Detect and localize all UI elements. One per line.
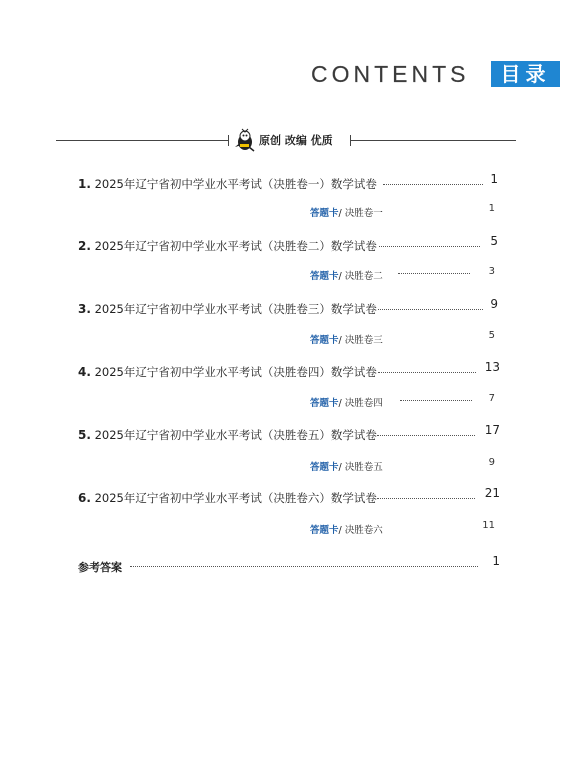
answer-card-prefix: 答题卡 <box>310 271 339 282</box>
answer-card-volume: / 决胜卷六 <box>338 525 383 536</box>
answer-card-page: 3 <box>488 266 495 277</box>
answer-card-entry[interactable] <box>310 268 500 284</box>
contents-word: CONTENTS <box>311 61 470 87</box>
page-number: 13 <box>484 360 500 374</box>
entry-title-text: 2025年辽宁省初中学业水平考试（决胜卷三）数学试卷 <box>94 302 377 316</box>
answers-label: 参考答案 <box>78 561 122 574</box>
dot-leader <box>398 273 470 274</box>
entry-number: 2. <box>78 239 91 253</box>
answer-card-prefix: 答题卡 <box>310 335 339 346</box>
dot-leader <box>130 566 478 567</box>
answer-card-prefix: 答题卡 <box>310 398 339 409</box>
toc-entry[interactable] <box>78 297 498 317</box>
page-number: 1 <box>490 172 498 186</box>
entry-number: 1. <box>78 177 91 191</box>
answer-card-label <box>310 459 383 473</box>
entry-number: 5. <box>78 428 91 442</box>
toc-entry[interactable] <box>78 423 500 443</box>
answer-card-prefix: 答题卡 <box>310 525 339 536</box>
dot-leader <box>400 400 472 401</box>
toc-entry[interactable] <box>78 486 500 506</box>
answer-card-entry[interactable] <box>310 395 500 411</box>
answer-card-volume: / 决胜卷三 <box>338 335 383 346</box>
answer-card-label <box>310 395 383 409</box>
toc-entry[interactable] <box>78 172 498 192</box>
entry-number: 3. <box>78 302 91 316</box>
answer-card-page: 7 <box>488 393 495 404</box>
answer-card-entry[interactable] <box>310 205 500 221</box>
answer-card-entry[interactable] <box>310 522 500 538</box>
page-number: 1 <box>492 554 500 568</box>
answer-card-label <box>310 268 383 282</box>
answer-card-prefix: 答题卡 <box>310 208 339 219</box>
entry-title <box>78 176 377 192</box>
page-number: 21 <box>484 486 500 500</box>
answer-card-entry[interactable] <box>310 332 500 348</box>
entry-title-text: 2025年辽宁省初中学业水平考试（决胜卷二）数学试卷 <box>94 239 377 253</box>
entry-number: 6. <box>78 491 91 505</box>
page-number: 9 <box>490 297 498 311</box>
dot-leader <box>378 309 483 310</box>
dot-leader <box>377 498 475 499</box>
answers-entry[interactable] <box>78 554 500 575</box>
mulu-label: 目录 <box>491 61 560 87</box>
answer-card-entry[interactable] <box>310 459 500 475</box>
answer-card-page: 11 <box>482 520 495 531</box>
answer-card-label <box>310 522 383 536</box>
page-number: 5 <box>490 234 498 248</box>
answer-card-volume: / 决胜卷二 <box>338 271 383 282</box>
entry-title-text: 2025年辽宁省初中学业水平考试（决胜卷六）数学试卷 <box>94 491 377 505</box>
entry-title-text: 2025年辽宁省初中学业水平考试（决胜卷一）数学试卷 <box>94 177 377 191</box>
answer-card-volume: / 决胜卷四 <box>338 398 383 409</box>
banner-text: 原创 改编 优质 <box>259 134 333 147</box>
answer-card-volume: / 决胜卷五 <box>338 462 383 473</box>
entry-title <box>78 490 377 506</box>
dot-leader <box>377 435 475 436</box>
page-number: 17 <box>484 423 500 437</box>
dot-leader <box>379 246 480 247</box>
dot-leader <box>378 372 476 373</box>
entry-title-text: 2025年辽宁省初中学业水平考试（决胜卷五）数学试卷 <box>94 428 377 442</box>
entry-title <box>78 301 377 317</box>
entry-number: 4. <box>78 365 91 379</box>
answer-card-volume: / 决胜卷一 <box>338 208 383 219</box>
entry-title <box>78 238 377 254</box>
entry-title <box>78 427 377 443</box>
answer-card-prefix: 答题卡 <box>310 462 339 473</box>
answer-card-page: 9 <box>488 457 495 468</box>
answer-card-page: 5 <box>488 330 495 341</box>
entry-title <box>78 364 377 380</box>
answer-card-label <box>310 205 383 219</box>
toc-entry[interactable] <box>78 360 500 380</box>
dot-leader <box>383 184 483 185</box>
answer-card-page: 1 <box>488 203 495 214</box>
entry-title-text: 2025年辽宁省初中学业水平考试（决胜卷四）数学试卷 <box>94 365 377 379</box>
answer-card-label <box>310 332 383 346</box>
toc-entry[interactable] <box>78 234 498 254</box>
